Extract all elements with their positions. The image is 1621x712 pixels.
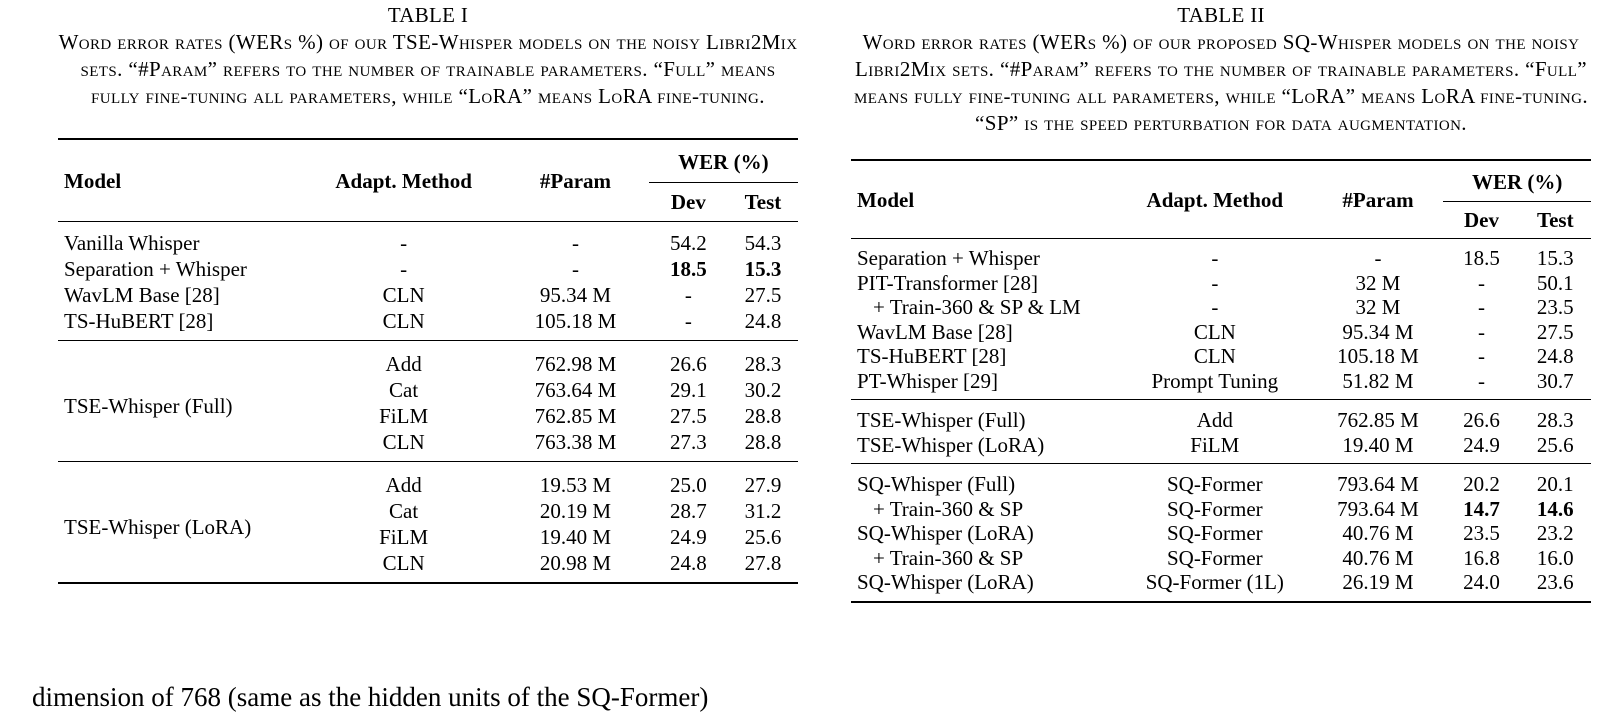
dev-cell: 18.5 [1463,246,1500,270]
test-cell: 23.5 [1536,295,1574,319]
table-row [851,464,1591,497]
method-cell: CLN [1193,344,1236,368]
test-cell: 27.5 [744,283,782,307]
param-cell: 32 M [1355,295,1401,319]
param-cell: 19.53 M [502,462,649,499]
t2-header-method: Adapt. Method [1146,188,1284,212]
test-cell: 30.2 [744,378,782,402]
method-cell: CLN [1193,319,1236,344]
param-cell: 105.18 M [534,309,617,333]
test-cell: 15.3 [1536,246,1574,270]
dev-cell: 24.9 [1463,432,1500,457]
dev-cell: 25.0 [649,462,728,499]
table-row [58,256,798,282]
method-cell: Prompt Tuning [1151,368,1279,393]
method-cell: - [400,231,408,255]
model-cell: WavLM Base [28] [64,283,220,307]
model-cell: SQ-Whisper (LoRA) [857,521,1034,545]
param-cell: 40.76 M [1342,521,1414,545]
param-cell: 26.19 M [1342,570,1414,594]
method-cell: SQ-Former (1L) [1145,570,1284,594]
test-cell: 27.9 [728,462,798,499]
dev-cell: - [1478,295,1485,319]
model-cell: PIT-Transformer [28] [857,270,1039,295]
method-cell: Cat [389,499,419,523]
t2-header-dev: Dev [1464,207,1499,232]
dev-cell: 20.2 [1443,464,1519,497]
param-cell: - [571,231,579,255]
test-cell: 28.3 [728,341,798,378]
t2-header-test: Test [1537,207,1574,232]
param-cell: - [571,257,579,281]
model-cell: TS-HuBERT [28] [857,344,1007,368]
dev-cell: 54.2 [669,231,707,255]
test-cell: 24.8 [744,309,782,333]
table-row [851,344,1591,369]
model-cell: Vanilla Whisper [64,231,200,255]
dev-cell: 18.5 [669,257,707,281]
method-cell: Add [305,462,502,499]
method-cell: CLN [382,551,425,575]
dev-cell: 28.7 [669,499,707,523]
test-cell: 28.8 [744,430,782,454]
method-cell: - [1211,295,1219,319]
method-cell: Add [1117,400,1313,433]
param-cell: 762.85 M [1313,400,1444,433]
body-text-fragment: dimension of 768 (same as the hidden units of the SQ-Former) [32,682,709,712]
t1-header-dev: Dev [670,189,706,214]
method-cell: SQ-Former [1166,496,1263,521]
test-cell: 50.1 [1536,270,1574,295]
test-cell: 30.7 [1536,368,1574,393]
test-cell: 16.0 [1536,545,1574,570]
t1-header-wer: WER (%) [649,139,798,183]
table-row [58,308,798,341]
method-cell: SQ-Former [1117,464,1313,497]
dev-cell: 27.3 [669,430,707,454]
dev-cell: - [1478,270,1485,295]
dev-cell: - [1478,319,1485,344]
dev-cell: 16.8 [1463,545,1500,570]
param-cell: 32 M [1355,270,1401,295]
test-cell: 31.2 [744,499,782,523]
table-row [58,282,798,308]
t1-header-test: Test [744,189,782,214]
dev-cell: 26.6 [1443,400,1519,433]
t1-header-param: #Param [539,169,612,193]
test-cell: 25.6 [744,525,782,549]
param-cell: 51.82 M [1342,368,1414,393]
table-row [851,239,1591,271]
method-cell: - [1211,246,1219,270]
model-cell: SQ-Whisper (Full) [851,464,1117,497]
test-cell: 14.6 [1536,496,1574,521]
method-cell: FiLM [1190,432,1240,457]
test-cell: 28.3 [1520,400,1591,433]
table-row [58,341,798,378]
method-cell: SQ-Former [1166,521,1263,545]
model-cell: Separation + Whisper [64,257,247,281]
param-cell: 793.64 M [1337,496,1419,521]
t2-header-param: #Param [1342,188,1414,212]
method-cell: SQ-Former [1166,545,1263,570]
table-row [851,400,1591,433]
t2-header-wer: WER (%) [1443,160,1591,202]
param-cell: 763.64 M [534,378,617,402]
table-row [58,222,798,257]
model-cell: TSE-Whisper (LoRA) [58,462,305,584]
test-cell: 23.2 [1536,521,1574,545]
model-cell: SQ-Whisper (LoRA) [857,570,1034,594]
param-cell: - [1374,246,1382,270]
test-cell: 15.3 [744,257,782,281]
method-cell: CLN [382,283,425,307]
model-cell: + Train-360 & SP [873,545,1024,570]
dev-cell: 23.5 [1463,521,1500,545]
method-cell: - [400,257,408,281]
dev-cell: 26.6 [649,341,728,378]
dev-cell: - [1478,368,1485,393]
test-cell: 27.5 [1536,319,1574,344]
table-row [851,570,1591,602]
method-cell: CLN [382,309,425,333]
param-cell: 762.85 M [534,404,617,428]
model-cell: + Train-360 & SP & LM [873,295,1081,319]
table2-caption: Word error rates (WERs %) of our proposed SQ-Whisper models on the noisy Libri2Mix sets. “#Param” refers to the number of trainable parameters. “Full” means fully fine-tuning all parameters, while “LoRA” means LoRA fine-tuning. “SP” is the speed perturbation for data augmentation. [853,30,1589,135]
table2-block [851,0,1591,603]
table2 [851,159,1591,603]
table2-body [851,239,1591,602]
param-cell: 95.34 M [1342,319,1414,344]
table-row [851,433,1591,464]
table-row [851,546,1591,571]
param-cell: 793.64 M [1313,464,1444,497]
test-cell: 20.1 [1520,464,1591,497]
table-row [58,462,798,499]
test-cell: 28.8 [744,404,782,428]
t1-header-model: Model [64,169,122,193]
table1-label: TABLE I [387,3,469,27]
test-cell: 23.6 [1536,570,1574,594]
method-cell: Cat [389,378,419,402]
table-row [851,521,1591,546]
dev-cell: 14.7 [1463,496,1500,521]
table1-caption: Word error rates (WERs %) of our TSE-Whisper models on the noisy Libri2Mix sets. “#Param” refers to the number of trainable parameters. “Full” means fully fine-tuning all parameters, while “LoRA” means LoRA fine-tuning. [58,30,798,108]
model-cell: TS-HuBERT [28] [64,309,214,333]
param-cell: 19.40 M [539,525,612,549]
dev-cell: 24.0 [1463,570,1500,594]
dev-cell: - [684,309,692,333]
table1-body [58,222,798,584]
model-cell: PT-Whisper [29] [857,368,998,393]
dev-cell: 24.8 [669,551,707,575]
t1-header-method: Adapt. Method [335,169,472,193]
table-row [851,271,1591,296]
model-cell: Separation + Whisper [857,246,1040,270]
model-cell: WavLM Base [28] [857,319,1013,344]
table1 [58,138,798,584]
dev-cell: - [1478,344,1485,368]
model-cell: TSE-Whisper (LoRA) [857,432,1045,457]
test-cell: 27.8 [744,551,782,575]
model-cell: TSE-Whisper (Full) [58,341,305,462]
method-cell: FiLM [379,404,429,428]
table-row [851,295,1591,320]
test-cell: 25.6 [1536,432,1574,457]
t2-header-model: Model [857,188,915,212]
table2-label: TABLE II [1177,3,1265,27]
param-cell: 19.40 M [1342,432,1414,457]
table-row [851,369,1591,400]
method-cell: CLN [382,430,425,454]
param-cell: 40.76 M [1342,545,1414,570]
param-cell: 105.18 M [1337,344,1419,368]
dev-cell: - [684,283,692,307]
method-cell: - [1211,270,1219,295]
param-cell: 20.98 M [539,551,612,575]
dev-cell: 24.9 [669,525,707,549]
method-cell: FiLM [379,525,429,549]
param-cell: 763.38 M [534,430,617,454]
param-cell: 20.19 M [539,499,612,523]
param-cell: 95.34 M [539,283,612,307]
model-cell: + Train-360 & SP [873,496,1024,521]
test-cell: 24.8 [1536,344,1574,368]
dev-cell: 29.1 [669,378,707,402]
param-cell: 762.98 M [502,341,649,378]
table-row [851,320,1591,345]
table1-block [58,0,798,584]
model-cell: TSE-Whisper (Full) [851,400,1117,433]
method-cell: Add [305,341,502,378]
test-cell: 54.3 [744,231,782,255]
dev-cell: 27.5 [669,404,707,428]
table-row [851,497,1591,522]
